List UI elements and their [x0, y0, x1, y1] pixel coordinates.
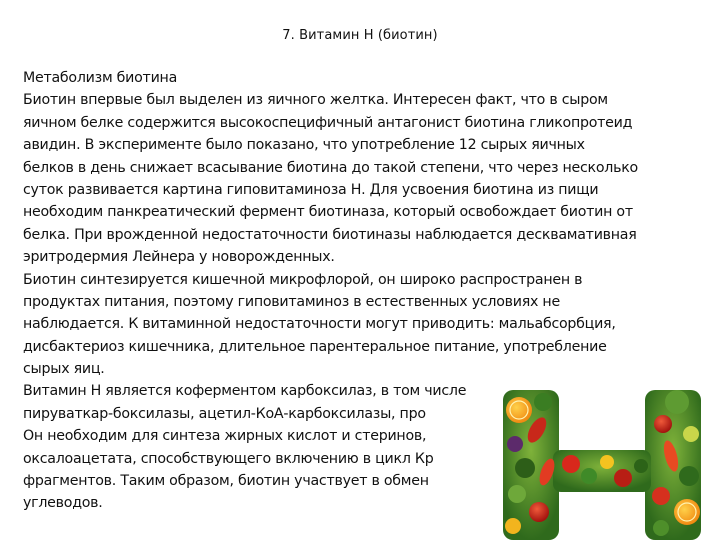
text-line: наблюдается. К витаминной недостаточности могут приводить: мальабсорбция, — [23, 316, 616, 333]
text-line: Метаболизм биотина — [23, 70, 178, 86]
text-line: белков в день снижает всасывание биотина до такой степени, что через несколько — [23, 159, 638, 176]
text-line: эритродермия Лейнера у новорожденных. — [23, 249, 335, 266]
text-line: необходим панкреатический фермент биотиназа, который освобождает биотин от — [23, 204, 633, 221]
text-line: суток развивается картина гиповитаминоза Н. Для усвоения биотина из пищи — [23, 181, 599, 198]
text-line: Он необходим для синтеза жирных кислот и стеринов, — [23, 428, 427, 445]
text-line: авидин. В эксперименте было показано, что употребление 12 сырых яичных — [23, 137, 585, 154]
text-line: сырых яиц. — [23, 361, 105, 378]
text-line: дисбактериоз кишечника, длительное парентеральное питание, употребление — [23, 338, 607, 355]
text-line: Биотин впервые был выделен из яичного желтка. Интересен факт, что в сыром — [23, 92, 608, 109]
text-line: пируваткар-боксилазы, ацетил-КоА-карбоксилазы, про — [23, 405, 426, 422]
text-line: Биотин синтезируется кишечной микрофлорой, он широко распространен в — [23, 271, 583, 288]
text-line: яичном белке содержится высокоспецифичный антагонист биотина гликопротеид — [23, 114, 633, 131]
text-line: фрагментов. Таким образом, биотин участвует в обмен — [23, 473, 429, 490]
text-line: продуктах питания, поэтому гиповитаминоз в естественных условиях не — [23, 293, 560, 310]
text-line: углеводов. — [23, 495, 103, 512]
text-line: оксалоацетата, способствующего включению в цикл Кр — [23, 450, 434, 467]
text-line: белка. При врожденной недостаточности биотиназы наблюдается десквамативная — [23, 226, 637, 243]
text-line: Витамин Н является коферментом карбоксилаз, в том числе — [23, 383, 467, 400]
slide-title: 7. Витамин Н (биотин) — [282, 28, 438, 43]
vegetable-letter-h-illustration — [495, 372, 720, 540]
